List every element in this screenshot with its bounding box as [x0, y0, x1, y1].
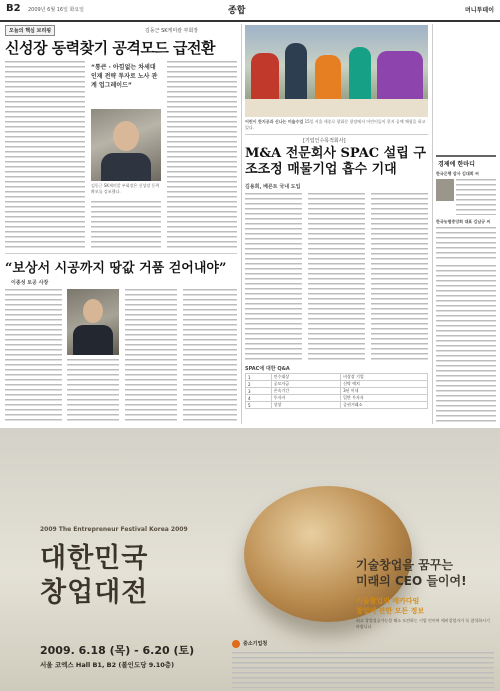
ad-organizer-logo [232, 640, 240, 648]
body-text [371, 193, 428, 361]
body-text [5, 61, 85, 249]
left-story [5, 25, 237, 251]
pull-quote: “통큰 · 아낌없는 차세대 인재 전략 투자로 노사 관계 업그레이드” [91, 64, 158, 89]
body-text [5, 289, 62, 423]
paper-brand: 머니투데이 [465, 7, 494, 14]
body-text [183, 289, 237, 423]
spac-table-title: SPAC에 대한 Q&A [245, 366, 290, 372]
ad-promo-line1: 기술창업의 메카다임 [356, 597, 420, 605]
table-row: 2 공모자금 신탁 예치 [246, 381, 428, 388]
bottom-story [5, 257, 237, 425]
body-text [308, 193, 365, 361]
ad-title-line1: 대한민국 [40, 543, 149, 574]
table-row: 1 인수대상 비상장 기업 [246, 374, 428, 381]
ad-slogan-line2: 미래의 CEO 들이여! [356, 574, 467, 588]
ad-slogan-line1: 기술창업을 꿈꾸는 [356, 558, 453, 572]
ad-date: 2009. 6.18 (목) - 6.20 (토) [40, 644, 195, 657]
portrait-photo [91, 109, 161, 181]
section-divider [245, 134, 428, 135]
section-divider [436, 155, 496, 157]
right-column-sub1: 한국은행 감사 김대희 씨 [436, 171, 479, 176]
ad-title-line2: 창업대전 [40, 577, 149, 608]
section-divider [5, 253, 237, 254]
columnist-photo [436, 179, 454, 201]
left-headline: 신성장 동력찾기 공격모드 급전환 [5, 39, 216, 57]
body-text [245, 193, 302, 361]
body-text [456, 179, 496, 215]
news-photo [245, 25, 428, 117]
right-column-sub2: 한국농협중앙회 대표 김남규 씨 [436, 219, 491, 224]
body-text [91, 201, 161, 249]
column-divider [241, 24, 242, 424]
table-row: 3 존속기간 3년 이내 [246, 388, 428, 395]
right-column [436, 25, 496, 425]
body-text [436, 265, 496, 425]
page-number: B2 [6, 3, 21, 14]
ad-promo-line2: 창업에 관한 모든 정보 [356, 607, 425, 615]
ad-organizer: 중소기업청 [243, 641, 268, 647]
story-tag: 오늘의 핵심 브리핑 [5, 25, 55, 36]
bottom-byline: 이종성 토공 사장 [11, 280, 49, 286]
bottom-headline: “보상서 시공까지 땅값 거품 걷어내야” [5, 261, 227, 276]
issue-date: 2009년 6월 16일 화요일 [28, 7, 85, 13]
column-title: 김동근 SK케미칼 부회장 [145, 28, 199, 34]
body-text [436, 227, 496, 261]
spac-table [245, 373, 428, 409]
ad-event-en: 2009 The Entrepreneur Festival Korea 2009 [40, 526, 188, 533]
table-row: 4 투자자 일반 투자자 [246, 395, 428, 402]
column-divider [432, 24, 433, 424]
advertisement [0, 428, 500, 691]
news-photo-caption [245, 119, 428, 131]
photo-caption: 김동근 SK케미칼 부회장은 신성장 동력 확보를 강조했다. [91, 183, 160, 194]
ad-fine-print [232, 652, 494, 688]
table-row: 5 상장 증권거래소 [246, 402, 428, 409]
body-text [67, 359, 119, 423]
portrait-photo [67, 289, 119, 355]
spac-story [245, 137, 428, 427]
body-text [125, 289, 177, 423]
ad-venue: 서울 코엑스 Hall B1, B2 (볼인도당 9.10층) [40, 661, 175, 669]
body-text [167, 61, 237, 249]
masthead [0, 0, 500, 22]
spac-headline: M&A 전문회사 SPAC 설립 구조조정 매물기업 흡수 기대 [245, 146, 426, 177]
ad-promo-small: 최고 창업성공가능성 해소 도전하는 기업 인이여 예비창업자가 꼭 참석하시기 바랍니다 [356, 618, 490, 629]
news-photo-caption-text: 15일 서울 세종로 광화문 광장에서 어린이들이 한지 공예 체험을 하고 있다. [245, 119, 426, 130]
spac-kicker: [기업인수목적회사] [303, 138, 346, 144]
spac-byline: 김용희, 베른트 국내 도입 [245, 184, 301, 190]
section-title: 종합 [228, 6, 246, 16]
news-photo-caption-title: 어린이 한지공과 신나는 미술수업 [245, 119, 304, 124]
right-column-title: 경제에 한마디 [438, 161, 475, 168]
